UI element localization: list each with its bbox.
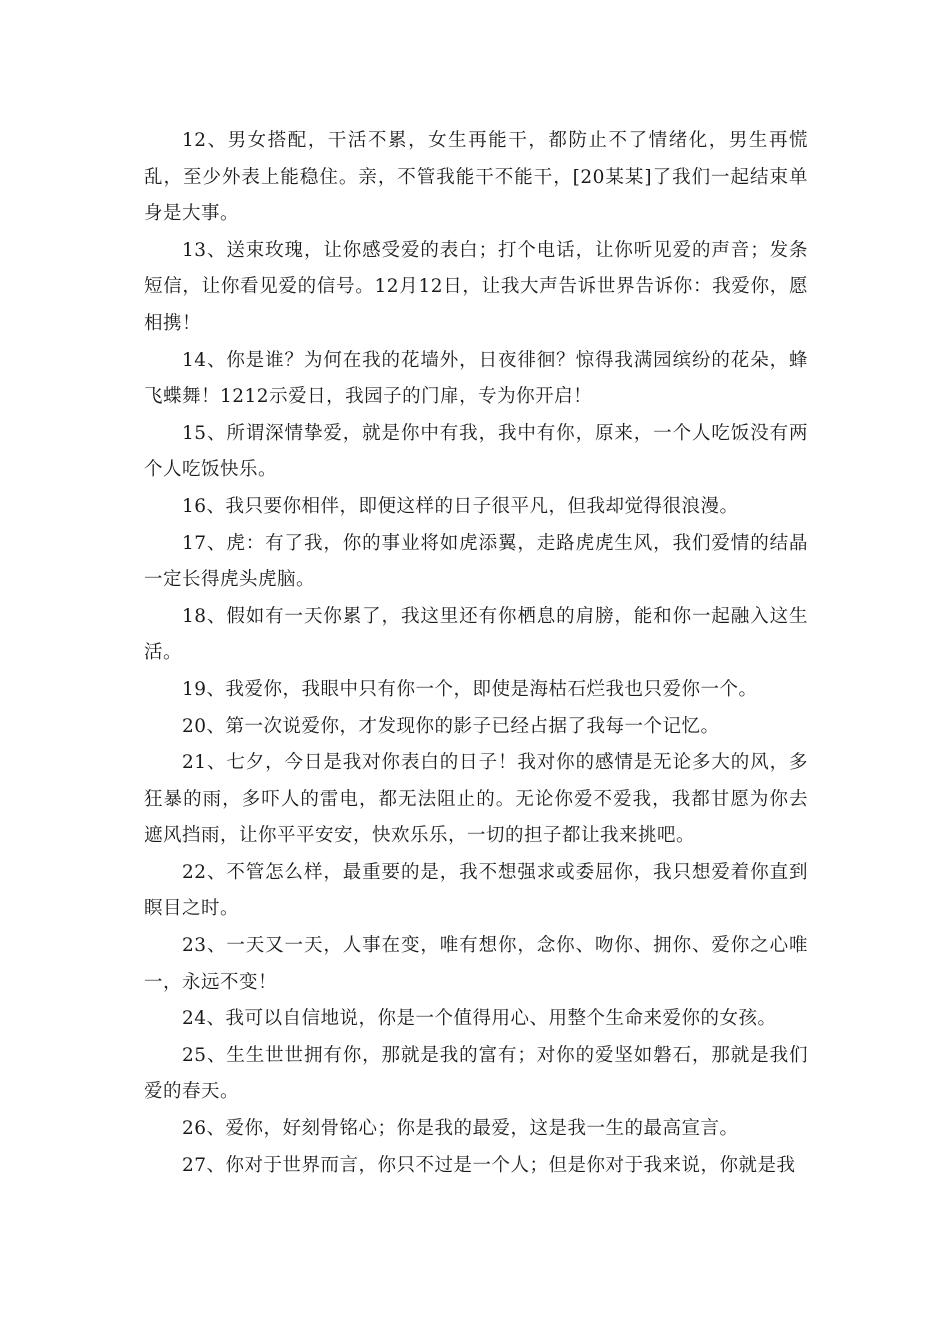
paragraph-16: 16、我只要你相伴，即便这样的日子很平凡，但我却觉得很浪漫。 — [182, 495, 739, 517]
paragraph-22: 22、不管怎么样，最重要的是，我不想强求或委屈你，我只想爱着你直到瞑目之时。 — [144, 861, 808, 920]
paragraph-13: 13、送束玫瑰，让你感受爱的表白；打个电话，让你听见爱的声音；发条短信，让你看见爱的信号。12月12日，让我大声告诉世界告诉你：我爱你，愿相携！ — [144, 239, 808, 334]
paragraph-24: 24、我可以自信地说，你是一个值得用心、用整个生命来爱你的女孩。 — [182, 1008, 777, 1030]
paragraph-23: 23、一天又一天，人事在变，唯有想你，念你、吻你、拥你、爱你之心唯一，永远不变！ — [144, 935, 808, 993]
paragraph-14: 14、你是谁？为何在我的花墙外，日夜徘徊？惊得我满园缤纷的花朵，蜂飞蝶舞！1212示爱日，我园子的门扉，专为你开启！ — [144, 349, 808, 408]
document-body — [144, 123, 808, 1184]
paragraph-19: 19、我爱你，我眼中只有你一个，即使是海枯石烂我也只爱你一个。 — [182, 678, 758, 700]
paragraph-27: 27、你对于世界而言，你只不过是一个人；但是你对于我来说，你就是我 — [182, 1154, 796, 1176]
paragraph-18: 18、假如有一天你累了，我这里还有你栖息的肩膀，能和你一起融入这生活。 — [144, 605, 808, 664]
paragraph-21: 21、七夕，今日是我对你表白的日子！我对你的感情是无论多大的风，多狂暴的雨，多吓人的雷电，都无法阻止的。无论你爱不爱我，我都甘愿为你去遮风挡雨，让你平平安安，快欢乐乐，一切的担子都让我来挑吧。 — [144, 752, 808, 847]
paragraph-12: 12、男女搭配，干活不累，女生再能干，都防止不了情绪化，男生再慌乱，至少外表上能稳住。亲，不管我能干不能干，[20某某]了我们一起结束单身是大事。 — [144, 130, 808, 225]
paragraph-17: 17、虎：有了我，你的事业将如虎添翼，走路虎虎生风，我们爱情的结晶一定长得虎头虎脑。 — [144, 532, 808, 591]
paragraph-25: 25、生生世世拥有你，那就是我的富有；对你的爱坚如磐石，那就是我们爱的春天。 — [144, 1044, 808, 1103]
paragraph-15: 15、所谓深情挚爱，就是你中有我，我中有你，原来，一个人吃饭没有两个人吃饭快乐。 — [144, 422, 808, 481]
paragraph-26: 26、爱你，好刻骨铭心；你是我的最爱，这是我一生的最高宣言。 — [182, 1118, 739, 1140]
paragraph-20: 20、第一次说爱你，才发现你的影子已经占据了我每一个记忆。 — [182, 715, 720, 737]
